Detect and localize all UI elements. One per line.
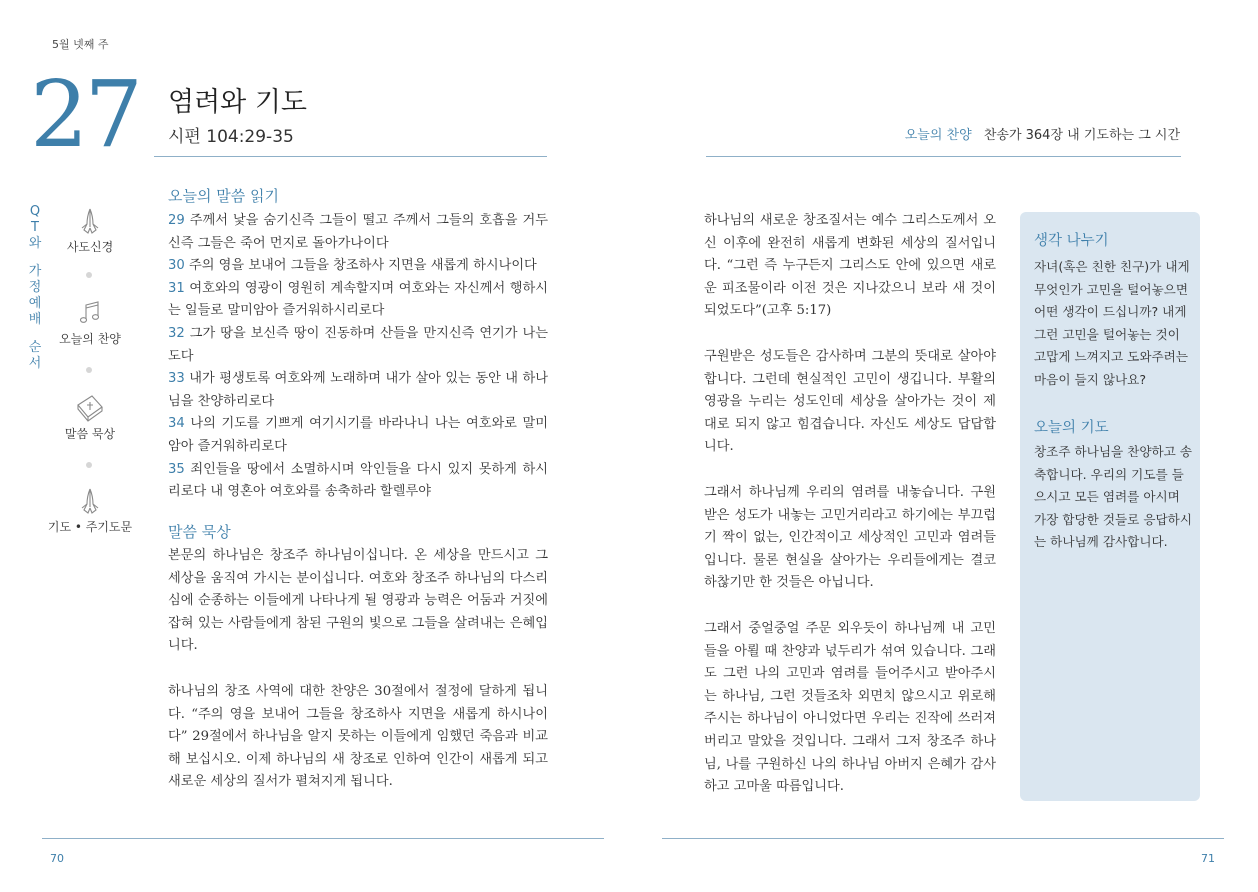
step-divider-dot xyxy=(86,367,92,373)
praying-hands-icon xyxy=(42,484,138,518)
footer-rule-left xyxy=(42,838,604,839)
step-label: 사도신경 xyxy=(66,240,114,254)
scripture-reference: 시편 104:29-35 xyxy=(168,127,294,147)
continuation-paragraph-1: 하나님의 새로운 창조질서는 예수 그리스도께서 오신 이후에 완전히 새롭게 변화된 세상의 질서입니다. “그런 즉 누구든지 그리스도 안에 있으면 새로운 피조물이라 이전 것은 지나갔으니 보라 새 것이 되었도다”(고후 5:17) xyxy=(704,213,996,319)
bible-icon xyxy=(42,391,138,425)
verse-30: 30 주의 영을 보내어 그들을 창조하사 지면을 새롭게 하시나이다 xyxy=(168,258,537,274)
hymn-text: 찬송가 364장 내 기도하는 그 시간 xyxy=(983,128,1180,143)
step-label: 말씀 묵상 xyxy=(64,427,116,441)
step-hymn xyxy=(42,296,138,347)
hymn-label: 오늘의 찬양 xyxy=(904,128,972,143)
meditation-heading: 말씀 묵상 xyxy=(168,523,231,541)
verse-32: 32 그가 땅을 보신즉 땅이 진동하며 산들을 만지신즉 연기가 나는도다 xyxy=(168,325,548,364)
scripture-verses xyxy=(168,210,548,504)
header-rule-right xyxy=(706,156,1181,157)
share-text: 자녀(혹은 친한 친구)가 내게 무엇인가 고민을 털어놓으면 어떤 생각이 드십니까? 내게 그런 고민을 털어놓는 것이 고맙게 느껴지고 도와주려는 마음이 들지 않나요? xyxy=(1034,259,1190,387)
praying-hands-icon xyxy=(42,204,138,238)
page-title: 염려와 기도 xyxy=(168,87,307,118)
step-divider-dot xyxy=(86,272,92,278)
meditation-paragraph-2: 하나님의 창조 사역에 대한 찬양은 30절에서 절정에 달하게 됩니다. “주의 영을 보내어 그들을 창조하사 지면을 새롭게 하시나이다” 29절에서 하나님을 알지 못하는 이들에게 임했던 죽음과 비교해 보십시오. 이제 하나님의 새 창조로 인하여 인간이 새롭게 되고 새로운 세상의 질서가 펼쳐지게 됩니다. xyxy=(168,684,548,790)
step-label: 기도 • 주기도문 xyxy=(47,520,133,534)
step-meditation xyxy=(42,391,138,442)
step-prayer xyxy=(42,484,138,535)
page-number-right: 71 xyxy=(1201,852,1215,865)
page-number-left: 70 xyxy=(50,852,64,865)
verse-33: 33 내가 평생토록 여호와께 노래하며 내가 살아 있는 동안 내 하나님을 찬양하리로다 xyxy=(168,371,548,409)
verse-34: 34 나의 기도를 기쁘게 여기시기를 바라나니 나는 여호와로 말미암아 즐거워하리로다 xyxy=(168,416,548,454)
prayer-heading: 오늘의 기도 xyxy=(1034,420,1109,436)
footer-rule-right xyxy=(662,838,1224,839)
verse-29: 29 주께서 낯을 숨기신즉 그들이 떨고 주께서 그들의 호흡을 거두신즉 그들은 죽어 먼지로 돌아가나이다 xyxy=(168,213,548,251)
music-note-icon xyxy=(42,296,138,330)
continuation-paragraph-2: 구원받은 성도들은 감사하며 그분의 뜻대로 살아야 합니다. 그런데 현실적인 고민이 생깁니다. 부활의 영광을 누리는 성도인데 세상을 살아가는 것이 제대로 되지 않고 힘겹습니다. 자신도 세상도 답답합니다. xyxy=(704,349,996,455)
meditation-paragraph-1: 본문의 하나님은 창조주 하나님이십니다. 온 세상을 만드시고 그 세상을 움직여 가시는 분이십니다. 여호와 창조주 하나님의 다스리심에 순종하는 이들에게 나타나게 될 영광과 능력은 어둠과 거짓에 잡혀 있는 사람들에게 참된 구원의 빛으로 그들을 살려내는 은혜입니다. xyxy=(168,548,548,654)
verse-35: 35 죄인들을 땅에서 소멸하시며 악인들을 다시 있지 못하게 하시리로다 내 영혼아 여호와를 송축하라 할렐루야 xyxy=(168,461,548,500)
step-apostles-creed xyxy=(42,204,138,255)
header-rule-left xyxy=(154,156,547,157)
reflection-box xyxy=(1020,212,1200,801)
step-divider-dot xyxy=(86,462,92,468)
week-label: 5월 넷째 주 xyxy=(52,38,109,51)
day-number: 27 xyxy=(30,61,140,168)
share-heading: 생각 나누기 xyxy=(1034,233,1109,249)
qt-worship-order-label: Q T 와 가 정 예 배 순 서 xyxy=(28,204,42,371)
verse-31: 31 여호와의 영광이 영원히 계속할지며 여호와는 자신께서 행하시는 일들로 말미암아 즐거워하시리로다 xyxy=(168,280,548,319)
hymn-of-the-day xyxy=(905,124,1180,143)
reading-heading: 오늘의 말씀 읽기 xyxy=(168,187,279,205)
continuation-paragraph-3: 그래서 하나님께 우리의 염려를 내놓습니다. 구원받은 성도가 내놓는 고민거리라고 하기에는 부끄럽기 짝이 없는, 인간적이고 세상적인 고민과 염려들입니다. 물론 현실을 살아가는 우리들에게는 결코 하찮기만 한 것들은 아닙니다. xyxy=(704,485,996,591)
prayer-text: 창조주 하나님을 찬양하고 송축합니다. 우리의 기도를 들으시고 모든 염려를 아시며 가장 합당한 것들로 응답하시는 하나님께 감사합니다. xyxy=(1034,444,1192,549)
continuation-paragraph-4: 그래서 중얼중얼 주문 외우듯이 하나님께 내 고민들을 아뢸 때 찬양과 넋두리가 섞여 있습니다. 그래도 그런 나의 고민과 염려를 들어주시고 받아주시는 하나님, 그런 것들조차 외면치 않으시고 위로해 주시는 하나님이 아니었다면 우리는 진작에 쓰러져버리고 말았을 것입니다. 그래서 그저 창조주 하나님, 나를 구원하신 나의 하나님 아버지 은혜가 감사하고 고마울 따름입니다. xyxy=(704,621,996,795)
step-label: 오늘의 찬양 xyxy=(59,332,121,346)
